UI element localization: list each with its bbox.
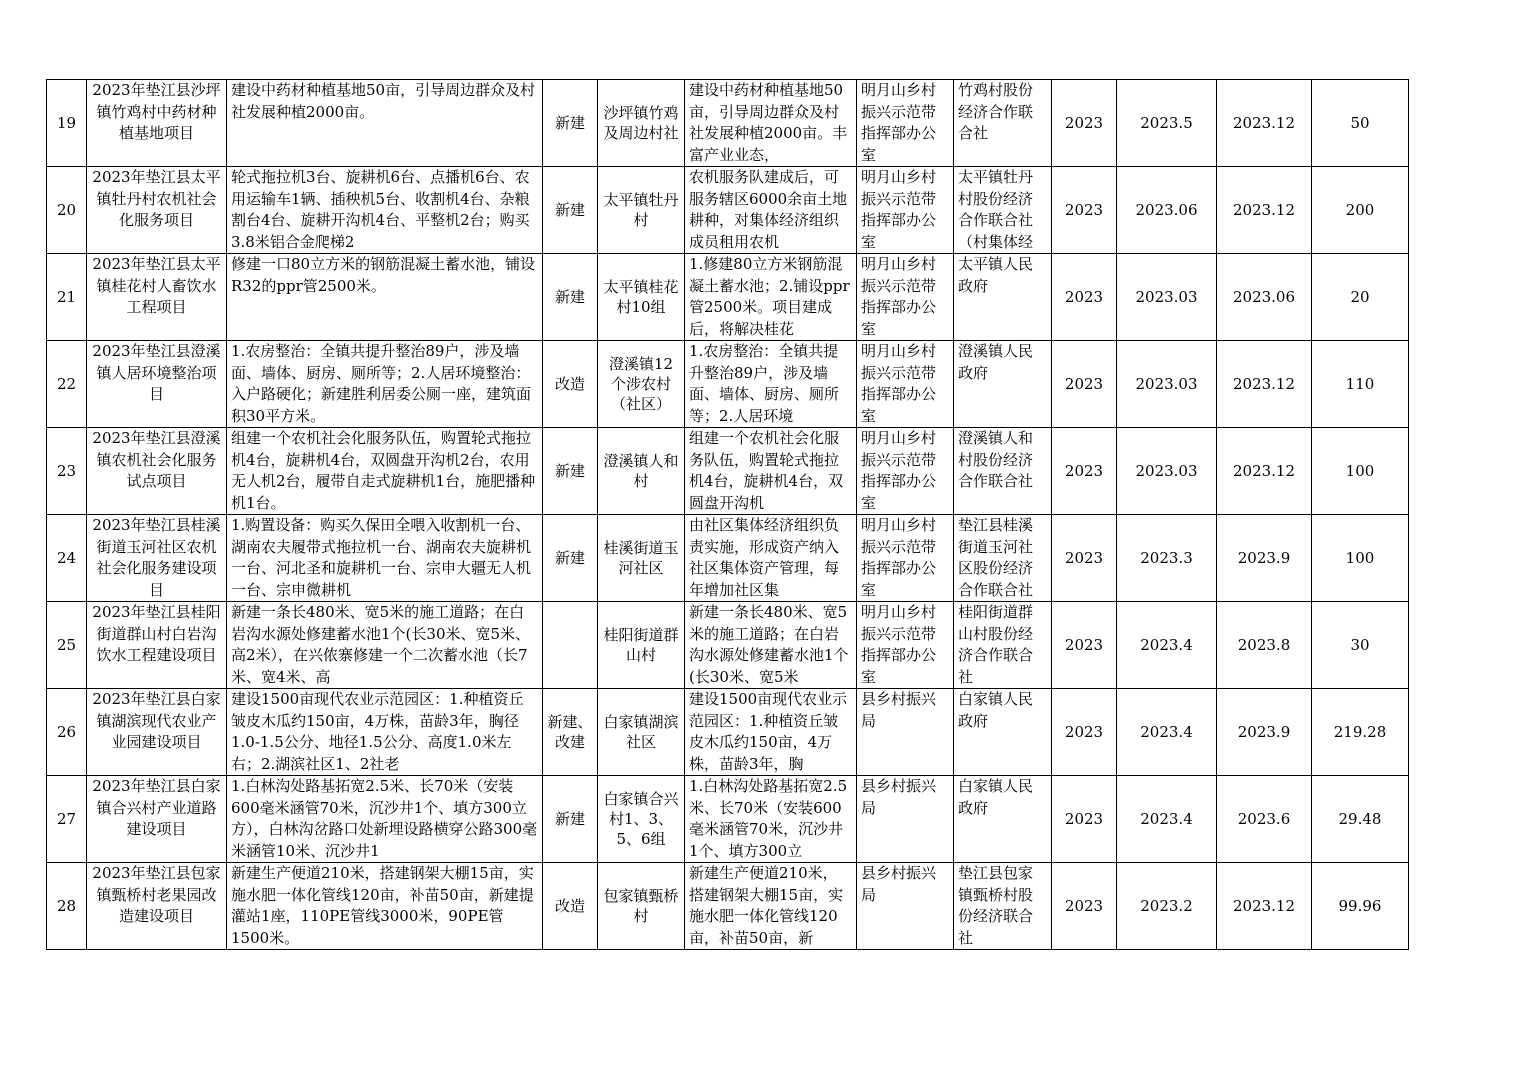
row-number-cell [47, 341, 87, 428]
start-date: 2023.06 [1135, 201, 1198, 219]
project-name: 2023年垫江县白家镇湖滨现代农业产业园建设项目 [92, 690, 221, 751]
amount-cell [1312, 515, 1409, 602]
build-type-cell [543, 863, 598, 950]
end-date: 2023.12 [1232, 201, 1296, 219]
row-number-cell [47, 254, 87, 341]
build-type-cell [543, 428, 598, 515]
table-row [47, 515, 1409, 602]
benefit-text: 新建生产便道210米，搭建钢架大棚15亩，实施水肥一体化管线120亩，补苗50亩，新 [689, 864, 844, 947]
department: 明月山乡村振兴示范带指挥部办公室 [861, 429, 937, 512]
owner: 白家镇人民政府 [958, 690, 1034, 730]
table-row [47, 80, 1409, 167]
build-type: 改造 [554, 897, 585, 915]
end-date: 2023.12 [1232, 375, 1296, 393]
build-type: 新建 [554, 288, 585, 306]
start-date-cell [1117, 254, 1217, 341]
start-date: 2023.03 [1135, 375, 1198, 393]
project-name-cell [87, 80, 227, 167]
benefit-text: 组建一个农机社会化服务队伍，购置轮式拖拉机4台，旋耕机4台，双圆盘开沟机 [689, 429, 844, 512]
start-date-cell [1117, 80, 1217, 167]
build-type-cell [543, 167, 598, 254]
amount: 29.48 [1338, 810, 1382, 828]
owner: 桂阳街道群山村股份经济合作联合社 [958, 603, 1034, 686]
end-date-cell [1217, 254, 1312, 341]
amount-cell [1312, 167, 1409, 254]
year: 2023 [1064, 288, 1104, 306]
start-date-cell [1117, 602, 1217, 689]
location: 太平镇桂花村10组 [603, 278, 679, 316]
amount: 20 [1350, 288, 1370, 306]
build-type: 新建、改建 [547, 713, 593, 751]
start-date: 2023.4 [1140, 810, 1193, 828]
end-date: 2023.12 [1232, 114, 1296, 132]
department-cell [857, 254, 954, 341]
location-cell [598, 428, 685, 515]
owner: 太平镇人民政府 [958, 255, 1034, 295]
build-type: 改造 [554, 375, 585, 393]
construction-content: 新建一条长480米、宽5米的施工道路；在白岩沟水源处修建蓄水池1个(长30米、宽5米、高2米），在兴侬寨修建一个二次蓄水池（长7米、宽4米、高 [231, 603, 531, 686]
department-cell [857, 776, 954, 863]
construction-content: 1.白林沟处路基拓宽2.5米、长70米（安装600毫米涵管70米，沉沙井1个、填方300立方），白林沟岔路口处新埋设路横穿公路300毫米涵管10米、沉沙井1 [231, 777, 538, 860]
benefit-text: 新建一条长480米、宽5米的施工道路；在白岩沟水源处修建蓄水池1个(长30米、宽5米 [689, 603, 849, 686]
start-date: 2023.4 [1140, 723, 1193, 741]
location-cell [598, 602, 685, 689]
build-type-cell [543, 776, 598, 863]
project-name-cell [87, 689, 227, 776]
location: 太平镇牡丹村 [603, 191, 679, 229]
owner-cell [954, 515, 1052, 602]
location-cell [598, 515, 685, 602]
benefit-cell [685, 863, 857, 950]
project-name: 2023年垫江县沙坪镇竹鸡村中药材种植基地项目 [92, 81, 221, 142]
project-name-cell [87, 341, 227, 428]
location-cell [598, 689, 685, 776]
row-number-cell [47, 863, 87, 950]
start-date-cell [1117, 341, 1217, 428]
benefit-cell [685, 515, 857, 602]
benefit-cell [685, 167, 857, 254]
end-date: 2023.8 [1237, 636, 1291, 654]
row-number: 25 [56, 636, 77, 654]
department-cell [857, 341, 954, 428]
benefit-cell [685, 428, 857, 515]
build-type-cell [543, 689, 598, 776]
department: 县乡村振兴局 [861, 864, 937, 904]
row-number: 21 [56, 288, 77, 306]
year: 2023 [1064, 201, 1104, 219]
start-date: 2023.2 [1140, 897, 1193, 915]
year-cell [1052, 602, 1117, 689]
amount-cell [1312, 863, 1409, 950]
table-row [47, 341, 1409, 428]
project-name: 2023年垫江县澄溪镇人居环境整治项目 [92, 342, 221, 403]
owner: 垫江县包家镇甄桥村股份经济联合社 [958, 864, 1034, 947]
location: 桂溪街道玉河社区 [603, 539, 679, 577]
year-cell [1052, 341, 1117, 428]
construction-content: 1.农房整治：全镇共提升整治89户，涉及墙面、墙体、厨房、厕所等；2.人居环境整治：入户路硬化；新建胜利居委公厕一座，建筑面积30平方米。 [231, 342, 532, 425]
owner: 白家镇人民政府 [958, 777, 1034, 817]
benefit-cell [685, 602, 857, 689]
construction-content-cell [227, 167, 543, 254]
row-number: 23 [56, 462, 77, 480]
year: 2023 [1064, 462, 1104, 480]
table-body [47, 80, 1409, 950]
table-row [47, 602, 1409, 689]
row-number: 28 [56, 897, 77, 915]
start-date-cell [1117, 167, 1217, 254]
build-type: 新建 [554, 114, 585, 132]
table-row [47, 167, 1409, 254]
owner-cell [954, 428, 1052, 515]
owner-cell [954, 80, 1052, 167]
end-date: 2023.12 [1232, 462, 1296, 480]
year: 2023 [1064, 549, 1104, 567]
row-number-cell [47, 167, 87, 254]
benefit-text: 1.白林沟处路基拓宽2.5米、长70米（安装600毫米涵管70米，沉沙井1个、填方300立 [689, 777, 848, 860]
project-name: 2023年垫江县太平镇牡丹村农机社会化服务项目 [92, 168, 221, 229]
end-date-cell [1217, 167, 1312, 254]
benefit-cell [685, 341, 857, 428]
department: 明月山乡村振兴示范带指挥部办公室 [861, 81, 937, 164]
year: 2023 [1064, 375, 1104, 393]
department-cell [857, 80, 954, 167]
location: 沙坪镇竹鸡及周边村社 [603, 104, 679, 142]
end-date-cell [1217, 80, 1312, 167]
construction-content: 新建生产便道210米，搭建钢架大棚15亩，实施水肥一体化管线120亩，补苗50亩，新建提灌站1座，110PE管线3000米，90PE管1500米。 [231, 864, 534, 947]
year: 2023 [1064, 897, 1104, 915]
construction-content-cell [227, 602, 543, 689]
start-date-cell [1117, 689, 1217, 776]
amount: 110 [1345, 375, 1375, 393]
location: 白家镇湖滨社区 [603, 713, 679, 751]
year: 2023 [1064, 114, 1104, 132]
row-number-cell [47, 428, 87, 515]
location-cell [598, 863, 685, 950]
construction-content-cell [227, 863, 543, 950]
benefit-text: 农机服务队建成后，可服务辖区6000余亩土地耕种，对集体经济组织成员租用农机 [689, 168, 848, 251]
construction-content-cell [227, 515, 543, 602]
amount-cell [1312, 341, 1409, 428]
owner: 太平镇牡丹村股份经济合作联合社（村集体经 [958, 168, 1034, 251]
end-date-cell [1217, 776, 1312, 863]
amount: 100 [1345, 549, 1375, 567]
department: 明月山乡村振兴示范带指挥部办公室 [861, 603, 937, 686]
year: 2023 [1064, 636, 1104, 654]
benefit-text: 建设1500亩现代农业示范园区：1.种植资丘皱皮木瓜约150亩，4万株，苗龄3年，胸 [689, 690, 848, 773]
owner: 垫江县桂溪街道玉河社区股份经济合作联合社 [958, 516, 1034, 599]
row-number-cell [47, 776, 87, 863]
construction-content: 建设1500亩现代农业示范园区：1.种植资丘皱皮木瓜约150亩，4万株，苗龄3年，胸径1.0-1.5公分、地径1.5公分、高度1.0米左右；2.湖滨社区1、2社老 [231, 690, 524, 773]
row-number-cell [47, 80, 87, 167]
department-cell [857, 863, 954, 950]
owner-cell [954, 863, 1052, 950]
benefit-cell [685, 254, 857, 341]
construction-content-cell [227, 341, 543, 428]
build-type: 新建 [554, 549, 585, 567]
end-date-cell [1217, 515, 1312, 602]
build-type-cell [543, 80, 598, 167]
end-date-cell [1217, 602, 1312, 689]
amount-cell [1312, 254, 1409, 341]
end-date: 2023.12 [1232, 897, 1296, 915]
construction-content-cell [227, 689, 543, 776]
owner: 竹鸡村股份经济合作联合社 [958, 81, 1034, 142]
construction-content-cell [227, 428, 543, 515]
build-type-cell [543, 341, 598, 428]
row-number: 22 [56, 375, 77, 393]
construction-content: 修建一口80立方米的钢筋混凝土蓄水池，铺设R32的ppr管2500米。 [231, 255, 536, 295]
benefit-cell [685, 776, 857, 863]
end-date: 2023.9 [1237, 723, 1291, 741]
department: 明月山乡村振兴示范带指挥部办公室 [861, 342, 937, 425]
project-name-cell [87, 428, 227, 515]
project-name-cell [87, 254, 227, 341]
department: 明月山乡村振兴示范带指挥部办公室 [861, 255, 937, 338]
department: 县乡村振兴局 [861, 690, 937, 730]
owner-cell [954, 776, 1052, 863]
build-type-cell [543, 515, 598, 602]
row-number-cell [47, 515, 87, 602]
owner: 澄溪镇人和村股份经济合作联合社 [958, 429, 1034, 490]
start-date: 2023.03 [1135, 462, 1198, 480]
year-cell [1052, 80, 1117, 167]
construction-content: 轮式拖拉机3台、旋耕机6台、点播机6台、农用运输车1辆、插秧机5台、收割机4台、杂粮割台4台、旋耕开沟机4台、平整机2台；购买3.8米铝合金爬梯2 [231, 168, 530, 251]
owner-cell [954, 167, 1052, 254]
owner-cell [954, 689, 1052, 776]
table-row [47, 689, 1409, 776]
table-row [47, 428, 1409, 515]
table-row [47, 776, 1409, 863]
project-name-cell [87, 776, 227, 863]
start-date: 2023.4 [1140, 636, 1193, 654]
row-number: 27 [56, 810, 77, 828]
location-cell [598, 776, 685, 863]
build-type-cell [543, 254, 598, 341]
project-name: 2023年垫江县包家镇甄桥村老果园改造建设项目 [92, 864, 221, 925]
amount: 200 [1345, 201, 1375, 219]
row-number-cell [47, 689, 87, 776]
benefit-text: 1.修建80立方米钢筋混凝土蓄水池；2.铺设ppr管2500米。项目建成后，将解决桂花 [689, 255, 850, 338]
location: 桂阳街道群山村 [603, 626, 679, 664]
amount-cell [1312, 80, 1409, 167]
end-date-cell [1217, 428, 1312, 515]
amount: 99.96 [1338, 897, 1382, 915]
row-number: 26 [56, 723, 77, 741]
construction-content-cell [227, 254, 543, 341]
year-cell [1052, 776, 1117, 863]
end-date-cell [1217, 863, 1312, 950]
build-type: 新建 [554, 201, 585, 219]
project-table [46, 79, 1409, 950]
department-cell [857, 515, 954, 602]
project-name: 2023年垫江县桂溪街道玉河社区农机社会化服务建设项目 [92, 516, 221, 599]
year-cell [1052, 689, 1117, 776]
construction-content: 组建一个农机社会化服务队伍，购置轮式拖拉机4台，旋耕机4台，双圆盘开沟机2台，农用无人机2台，履带自走式旋耕机1台，施肥播种机1台。 [231, 429, 536, 512]
project-name-cell [87, 515, 227, 602]
build-type: 新建 [554, 810, 585, 828]
department-cell [857, 689, 954, 776]
end-date-cell [1217, 689, 1312, 776]
row-number-cell [47, 602, 87, 689]
department: 县乡村振兴局 [861, 777, 937, 817]
department-cell [857, 167, 954, 254]
location: 包家镇甄桥村 [603, 887, 679, 925]
end-date-cell [1217, 341, 1312, 428]
start-date-cell [1117, 863, 1217, 950]
start-date: 2023.3 [1140, 549, 1193, 567]
construction-content-cell [227, 776, 543, 863]
construction-content: 建设中药材种植基地50亩，引导周边群众及村社发展种植2000亩。 [231, 81, 536, 121]
benefit-text: 1.农房整治：全镇共提升整治89户，涉及墙面、墙体、厨房、厕所等；2.人居环境 [689, 342, 840, 425]
benefit-text: 建设中药材种植基地50亩，引导周边群众及村社发展种植2000亩。丰富产业业态， [689, 81, 848, 164]
project-name: 2023年垫江县澄溪镇农机社会化服务试点项目 [92, 429, 221, 490]
construction-content-cell [227, 80, 543, 167]
project-name-cell [87, 602, 227, 689]
owner: 澄溪镇人民政府 [958, 342, 1034, 382]
build-type: 新建 [554, 462, 585, 480]
location-cell [598, 167, 685, 254]
amount: 30 [1350, 636, 1370, 654]
year-cell [1052, 515, 1117, 602]
end-date: 2023.06 [1232, 288, 1296, 306]
amount: 100 [1345, 462, 1375, 480]
start-date: 2023.5 [1140, 114, 1193, 132]
owner-cell [954, 254, 1052, 341]
location: 澄溪镇12个涉农村（社区） [608, 355, 674, 413]
project-name: 2023年垫江县太平镇桂花村人畜饮水工程项目 [92, 255, 221, 316]
project-name: 2023年垫江县桂阳街道群山村白岩沟饮水工程建设项目 [92, 603, 221, 664]
department: 明月山乡村振兴示范带指挥部办公室 [861, 168, 937, 251]
table-row [47, 863, 1409, 950]
department: 明月山乡村振兴示范带指挥部办公室 [861, 516, 937, 599]
end-date: 2023.6 [1237, 810, 1291, 828]
benefit-text: 由社区集体经济组织负责实施，形成资产纳入社区集体资产管理，每年增加社区集 [689, 516, 840, 599]
project-name-cell [87, 863, 227, 950]
year-cell [1052, 167, 1117, 254]
location-cell [598, 341, 685, 428]
owner-cell [954, 602, 1052, 689]
location: 白家镇合兴村1、3、5、6组 [603, 790, 679, 848]
amount-cell [1312, 776, 1409, 863]
start-date-cell [1117, 428, 1217, 515]
owner-cell [954, 341, 1052, 428]
department-cell [857, 428, 954, 515]
location: 澄溪镇人和村 [603, 452, 679, 490]
department-cell [857, 602, 954, 689]
start-date-cell [1117, 776, 1217, 863]
row-number: 24 [56, 549, 77, 567]
benefit-cell [685, 80, 857, 167]
start-date: 2023.03 [1135, 288, 1198, 306]
amount-cell [1312, 428, 1409, 515]
project-name: 2023年垫江县白家镇合兴村产业道路建设项目 [92, 777, 221, 838]
row-number: 20 [56, 201, 77, 219]
location-cell [598, 80, 685, 167]
row-number: 19 [56, 114, 77, 132]
benefit-cell [685, 689, 857, 776]
amount-cell [1312, 602, 1409, 689]
year: 2023 [1064, 810, 1104, 828]
project-name-cell [87, 167, 227, 254]
table-row [47, 254, 1409, 341]
build-type-cell [543, 602, 598, 689]
amount: 50 [1350, 114, 1370, 132]
year-cell [1052, 863, 1117, 950]
year-cell [1052, 254, 1117, 341]
construction-content: 1.购置设备：购买久保田全喂入收割机一台、湖南农夫履带式拖拉机一台、湖南农夫旋耕机一台、河北圣和旋耕机一台、宗申大疆无人机一台、宗申微耕机 [231, 516, 532, 599]
year: 2023 [1064, 723, 1104, 741]
location-cell [598, 254, 685, 341]
amount-cell [1312, 689, 1409, 776]
start-date-cell [1117, 515, 1217, 602]
amount: 219.28 [1333, 723, 1387, 741]
year-cell [1052, 428, 1117, 515]
end-date: 2023.9 [1237, 549, 1291, 567]
